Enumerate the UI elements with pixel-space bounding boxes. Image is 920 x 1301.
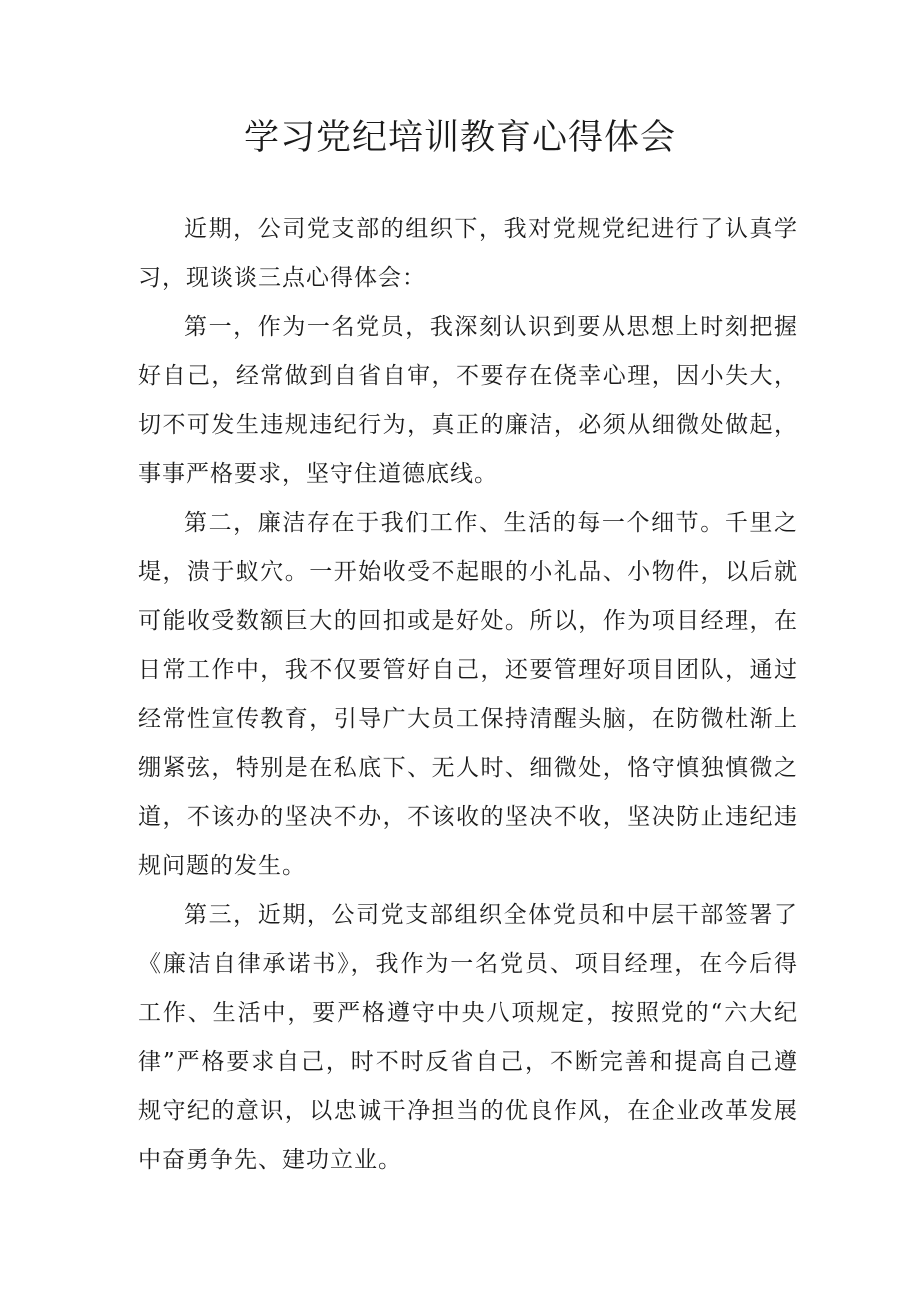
document-body: [138, 205, 798, 1185]
document-title: 学习党纪培训教育心得体会: [243, 118, 676, 158]
paragraph-third-point: 第三，近期，公司党支部组织全体党员和中层干部签署了《廉洁自律承诺书》，我作为一名党员、项目经理，在今后得工作、生活中，要严格遵守中央八项规定，按照党的“六大纪律”严格要求自己，时不时反省自己，不断完善和提高自己遵规守纪的意识，以忠诚干净担当的优良作风，在企业改革发展中奋勇争先、建功立业。: [138, 902, 798, 1173]
paragraph-intro: 近期，公司党支部的组织下，我对党规党纪进行了认真学习，现谈谈三点心得体会：: [138, 216, 798, 291]
paragraph-first-point: 第一，作为一名党员，我深刻认识到要从思想上时刻把握好自己，经常做到自省自审，不要存在侥幸心理，因小失大，切不可发生违规违纪行为，真正的廉洁，必须从细微处做起，事事严格要求，坚守住道德底线。: [138, 314, 798, 487]
paragraph-second-point: 第二，廉洁存在于我们工作、生活的每一个细节。千里之堤，溃于蚁穴。一开始收受不起眼的小礼品、小物件，以后就可能收受数额巨大的回扣或是好处。所以，作为项目经理，在日常工作中，我不仅要管好自己，还要管理好项目团队，通过经常性宣传教育，引导广大员工保持清醒头脑，在防微杜渐上绷紧弦，特别是在私底下、无人时、细微处，恪守慎独慎微之道，不该办的坚决不办，不该收的坚决不收，坚决防止违纪违规问题的发生。: [138, 510, 798, 879]
